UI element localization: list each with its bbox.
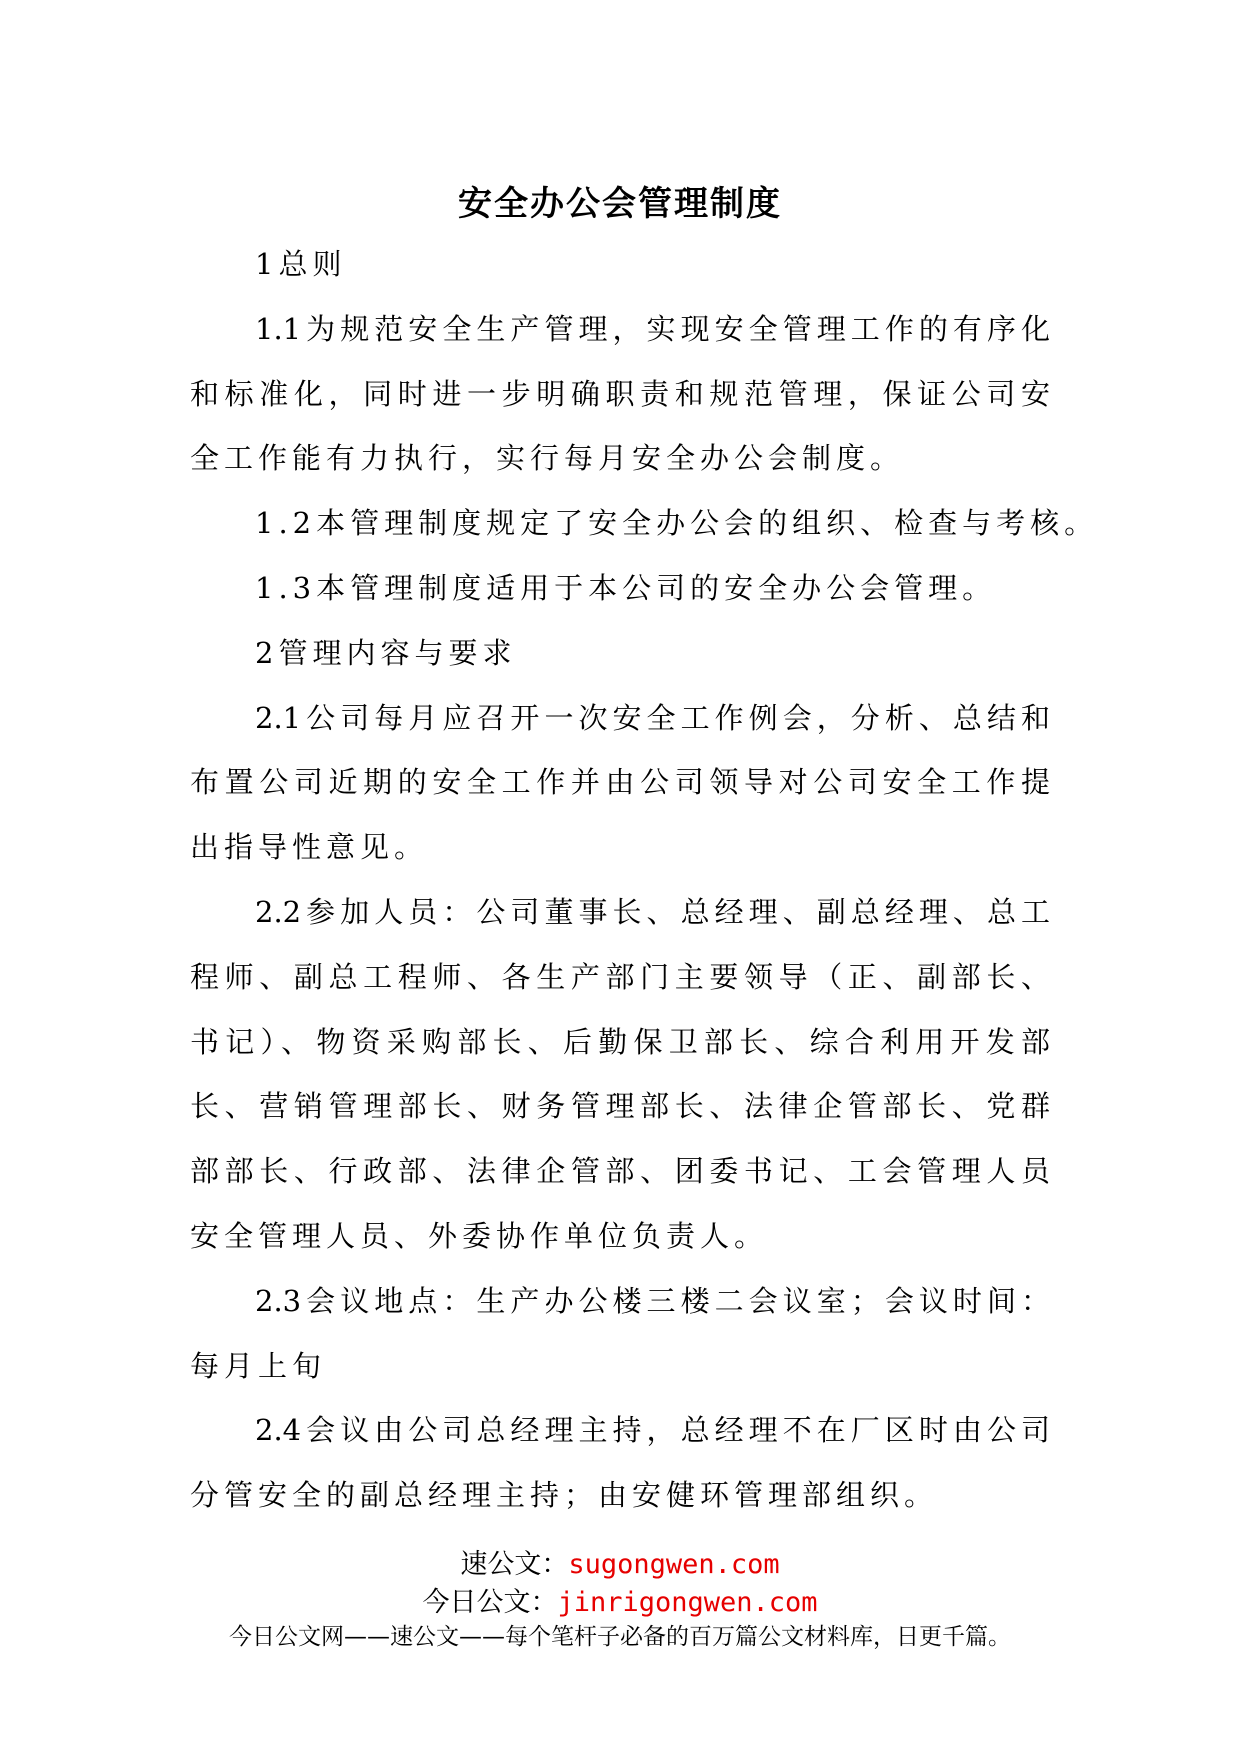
- text-line: 每月上旬: [190, 1348, 327, 1383]
- document-title: 安全办公会管理制度: [458, 184, 782, 224]
- text-line: 出指导性意见。: [190, 830, 429, 865]
- text-line: 布置公司近期的安全工作并由公司领导对公司安全工作提: [190, 765, 1050, 800]
- text-line: 和标准化，同时进一步明确职责和规范管理，保证公司安: [190, 376, 1050, 411]
- text-line: 2.2参加人员：公司董事长、总经理、副总经理、总工: [255, 894, 1050, 929]
- text-line: 全工作能有力执行，实行每月安全办公会制度。: [190, 441, 905, 476]
- footer-sugongwen: [0, 1542, 1240, 1581]
- footer-slogan: 今日公文网——速公文——每个笔杆子必备的百万篇公文材料库，日更千篇。: [229, 1624, 1011, 1650]
- text-line: 1.2本管理制度规定了安全办公会的组织、检查与考核。: [255, 506, 1099, 541]
- text-line: 部部长、行政部、法律企管部、团委书记、工会管理人员: [190, 1154, 1050, 1189]
- text-line: 安全管理人员、外委协作单位负责人。: [190, 1218, 769, 1253]
- text-line: 1.3本管理制度适用于本公司的安全办公会管理。: [255, 570, 997, 605]
- footer-jinrigongwen: [0, 1580, 1240, 1619]
- text-line: 1.1为规范安全生产管理，实现安全管理工作的有序化: [255, 311, 1050, 346]
- text-line: 2.3会议地点：生产办公楼三楼二会议室；会议时间：: [255, 1283, 1050, 1318]
- footer-link-jinrigongwen[interactable]: jinrigongwen.com: [557, 1587, 818, 1618]
- text-line: 1总则: [255, 247, 347, 281]
- footer-label: 速公文：: [460, 1549, 569, 1580]
- text-line: 书记）、物资采购部长、后勤保卫部长、综合利用开发部: [190, 1024, 1050, 1059]
- text-line: 2.1公司每月应召开一次安全工作例会，分析、总结和: [255, 700, 1050, 735]
- footer-link-sugongwen[interactable]: sugongwen.com: [568, 1549, 780, 1580]
- document-body: [190, 232, 1099, 1528]
- text-line: 程师、副总工程师、各生产部门主要领导（正、副部长、: [190, 959, 1050, 994]
- text-line: 2管理内容与要求: [255, 635, 517, 670]
- text-line: 长、营销管理部长、财务管理部长、法律企管部长、党群: [190, 1089, 1050, 1124]
- footer-label: 今日公文：: [422, 1587, 558, 1618]
- text-line: 2.4会议由公司总经理主持，总经理不在厂区时由公司: [255, 1413, 1050, 1448]
- text-line: 分管安全的副总经理主持；由安健环管理部组织。: [190, 1478, 939, 1513]
